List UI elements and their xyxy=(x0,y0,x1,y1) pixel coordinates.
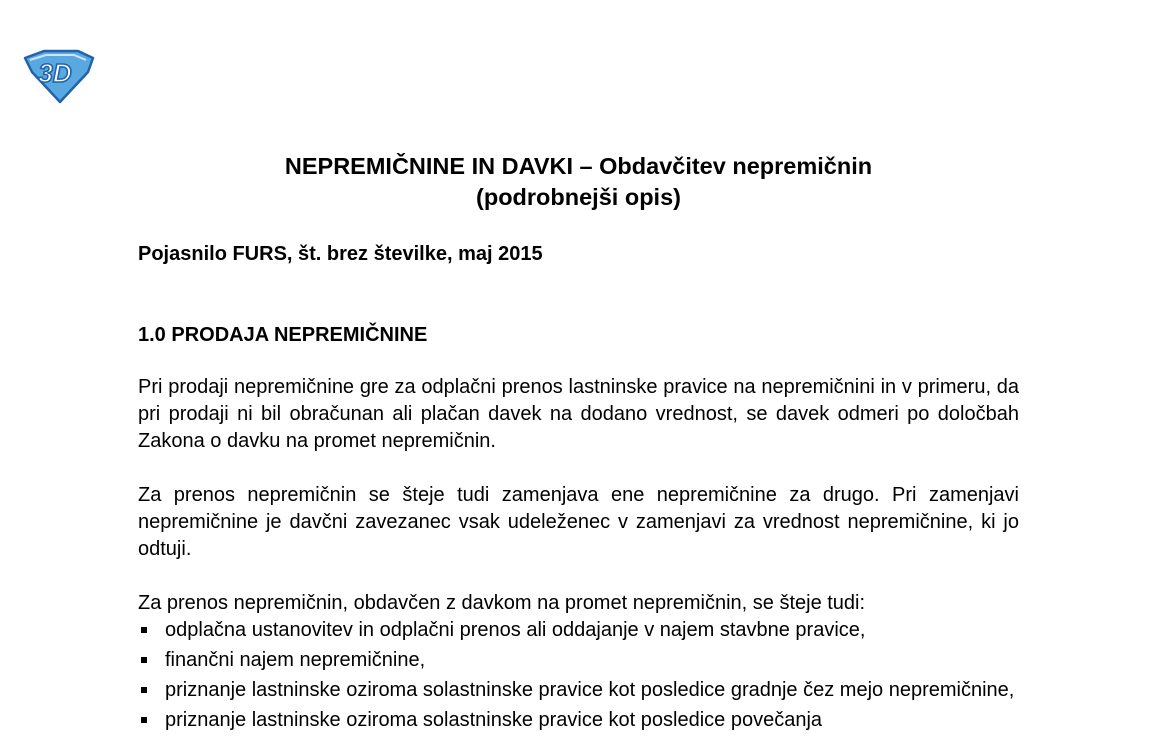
list-item-text: priznanje lastninske oziroma solastninske pravice kot posledice gradnje čez mejo nepremičnine, xyxy=(165,679,1015,701)
transfer-types-list xyxy=(138,617,1019,737)
list-item-text: finančni najem nepremičnine, xyxy=(165,649,426,671)
company-logo xyxy=(22,48,96,104)
bullet-marker xyxy=(141,687,147,693)
list-item-text: priznanje lastninske oziroma solastninske pravice kot posledice povečanja xyxy=(165,709,823,731)
paragraph-exchange: Za prenos nepremičnin se šteje tudi zamenjava ene nepremičnine za drugo. Pri zamenjavi nepremičnine je davčni zavezanec vsak udeleženec v zamenjavi za vrednost nepremičnine, ki jo odtuji. xyxy=(138,484,1019,560)
list-item xyxy=(138,677,1019,704)
bullet-marker xyxy=(141,627,147,633)
list-item-text: odplačna ustanovitev in odplačni prenos ali oddajanje v najem stavbne pravice, xyxy=(165,619,866,641)
bullet-marker xyxy=(141,717,147,723)
list-intro: Za prenos nepremičnin, obdavčen z davkom na promet nepremičnin, se šteje tudi: xyxy=(138,592,866,614)
document-title-line-1: NEPREMIČNINE IN DAVKI – Obdavčitev nepremičnin xyxy=(284,153,873,179)
3d-shield-logo-icon xyxy=(22,48,96,104)
list-item xyxy=(138,647,1019,674)
section-heading: 1.0 PRODAJA NEPREMIČNINE xyxy=(138,324,428,346)
paragraph-sale: Pri prodaji nepremičnine gre za odplačni prenos lastninske pravice na nepremičnini in v primeru, da pri prodaji ni bil obračunan ali plačan davek na dodano vrednost, se davek odmeri po določbah Zakona o davku na promet nepremičnin. xyxy=(138,376,1019,452)
list-item xyxy=(138,707,1019,734)
document-source: Pojasnilo FURS, št. brez številke, maj 2015 xyxy=(138,243,543,265)
logo-text: 3D xyxy=(38,58,72,88)
document-title-line-2: (podrobnejši opis) xyxy=(476,184,681,210)
bullet-marker xyxy=(141,657,147,663)
document-title xyxy=(0,151,1157,213)
list-item xyxy=(138,617,1019,644)
